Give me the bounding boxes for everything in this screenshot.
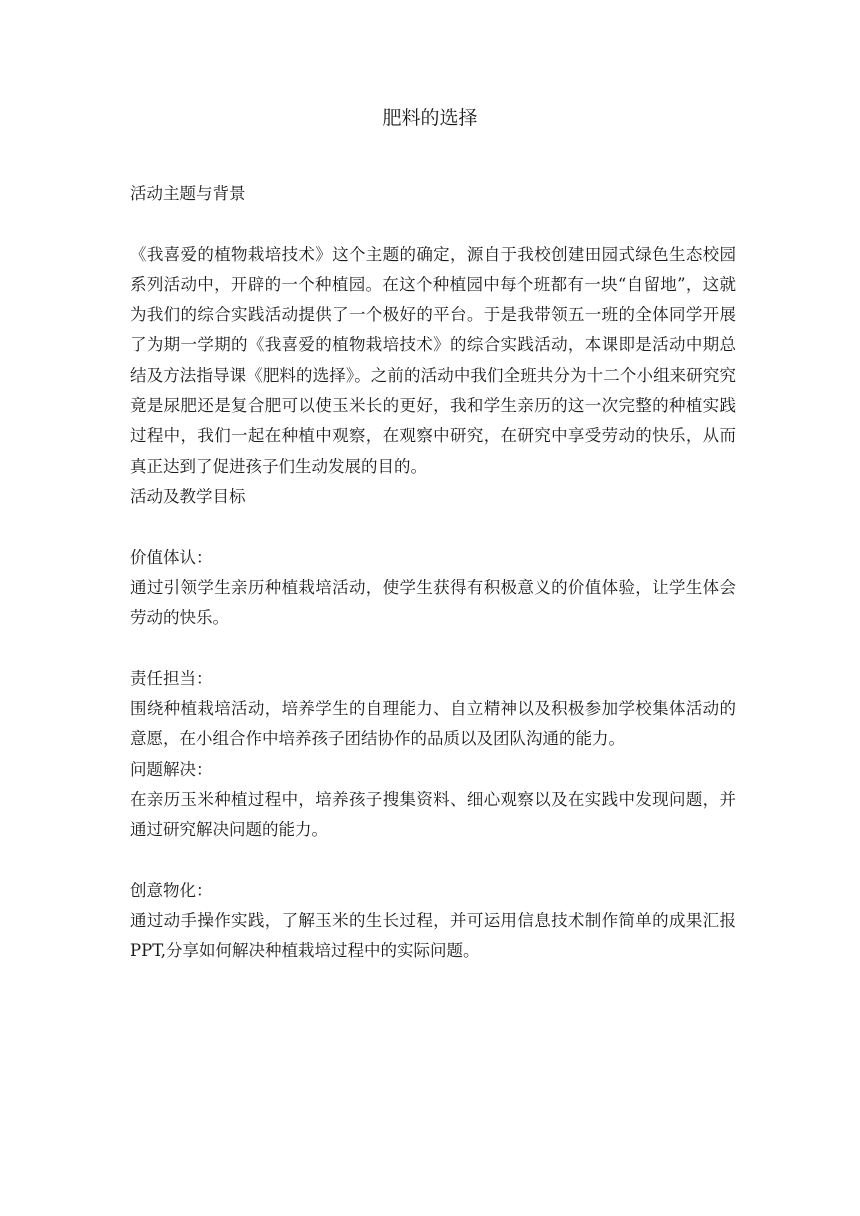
problem-paragraph: 在亲历玉米种植过程中，培养孩子搜集资料、细心观察以及在实践中发现问题，并通过研究解决问题的能力。 bbox=[130, 789, 736, 840]
responsibility-heading: 责任担当： bbox=[130, 668, 213, 688]
spacer bbox=[130, 633, 736, 663]
document-body bbox=[130, 179, 736, 967]
background-heading: 活动主题与背景 bbox=[130, 184, 246, 203]
value-paragraph: 通过引领学生亲历种植栽培活动，使学生获得有积极意义的价值体验，让学生体会劳动的快乐。 bbox=[130, 577, 736, 628]
creative-paragraph: 通过动手操作实践，了解玉米的生长过程，并可运用信息技术制作简单的成果汇报 PPT,分享如何解决种植栽培过程中的实际问题。 bbox=[130, 911, 736, 961]
problem-heading: 问题解决： bbox=[130, 759, 213, 779]
background-paragraph: 《我喜爱的植物栽培技术》这个主题的确定，源自于我校创建田园式绿色生态校园系列活动中，开辟的一个种植园。在这个种植园中每个班都有一块“自留地”，这就为我们的综合实践活动提供了一个极好的平台。于是我带领五一班的全体同学开展了为期一学期的《我喜爱的植物栽培技术》的综合实践活动，本课即是活动中期总结及方法指导课《肥料的选择》。之前的活动中我们全班共分为十二个小组来研究究竟是尿肥还是复合肥可以使玉米长的更好，我和学生亲历的这一次完整的种植实践过程中，我们一起在种植中观察，在观察中研究，在研究中享受劳动的快乐，从而真正达到了促进孩子们生动发展的目的。 bbox=[130, 244, 736, 476]
creative-heading: 创意物化： bbox=[130, 880, 213, 900]
goals-heading: 活动及教学目标 bbox=[130, 486, 246, 506]
spacer bbox=[130, 512, 736, 542]
value-heading: 价值体认： bbox=[130, 547, 213, 567]
spacer bbox=[130, 846, 736, 876]
document-title: 肥料的选择 bbox=[382, 107, 478, 129]
spacer bbox=[130, 209, 736, 239]
responsibility-paragraph: 围绕种植栽培活动，培养学生的自理能力、自立精神以及积极参加学校集体活动的意愿，在小组合作中培养孩子团结协作的品质以及团队沟通的能力。 bbox=[130, 699, 736, 749]
